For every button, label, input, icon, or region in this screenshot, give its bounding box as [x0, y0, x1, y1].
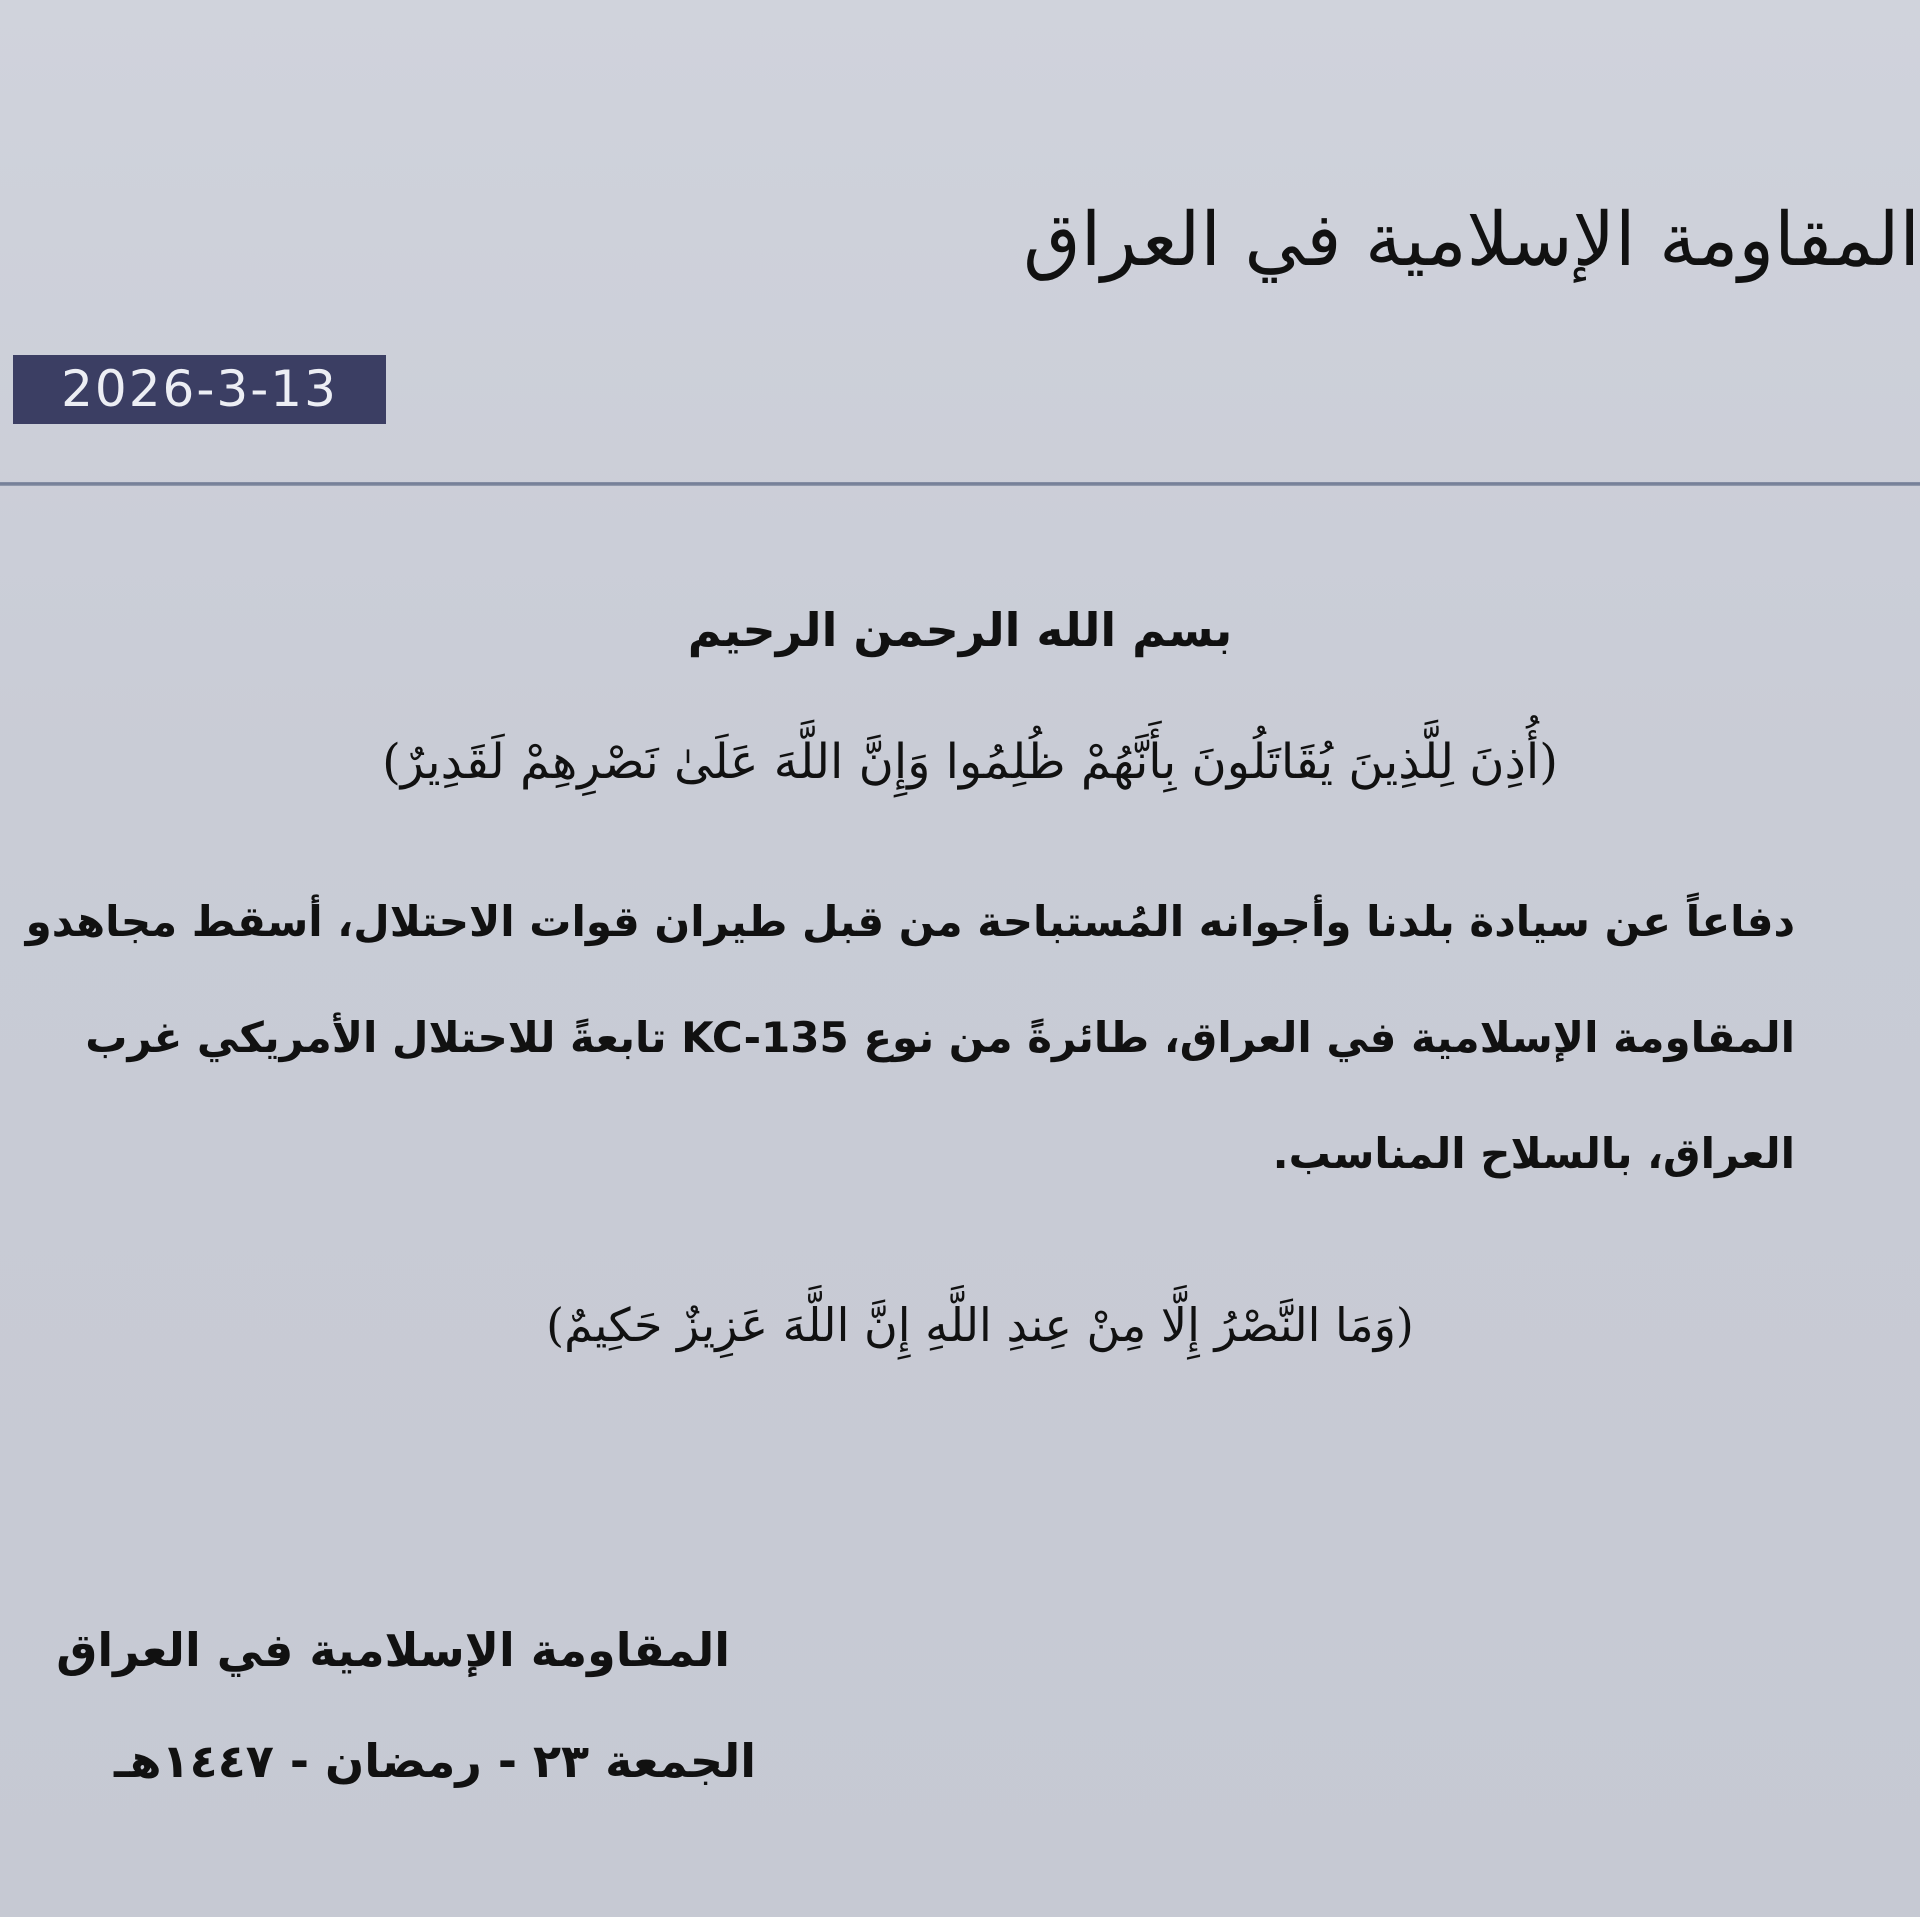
body-line: العراق، بالسلاح المناسب.	[1272, 1129, 1795, 1178]
signature: المقاومة الإسلامية في العراق	[56, 1623, 730, 1677]
hijri-date: الجمعة ٢٣ - رمضان - ١٤٤٧هـ	[113, 1734, 757, 1788]
organization-logo: المقاومة الإسلامية في العراق	[1023, 197, 1920, 283]
closing-verse: (وَمَا النَّصْرُ إِلَّا مِنْ عِندِ اللَّهِ إِنَّ اللَّهَ عَزِيزٌ حَكِيمٌ)	[546, 1298, 1414, 1352]
body-line: دفاعاً عن سيادة بلدنا وأجوانه المُستباحة من قبل طيران قوات الاحتلال، أسقط مجاهدو	[25, 897, 1795, 946]
opening-verse: (أُذِنَ لِلَّذِينَ يُقَاتَلُونَ بِأَنَّهُمْ ظُلِمُوا وَإِنَّ اللَّهَ عَلَىٰ نَصْرِهِمْ لَقَدِيرٌ)	[382, 734, 1558, 790]
date-badge: 2026-3-13	[13, 355, 386, 424]
basmala-heading: بسم الله الرحمن الرحيم	[687, 603, 1233, 657]
statement-body	[25, 882, 1795, 1230]
body-line: المقاومة الإسلامية في العراق، طائرةً من نوع KC-135 تابعةً للاحتلال الأمريكي غرب	[85, 1013, 1795, 1062]
header-divider	[0, 482, 1920, 486]
